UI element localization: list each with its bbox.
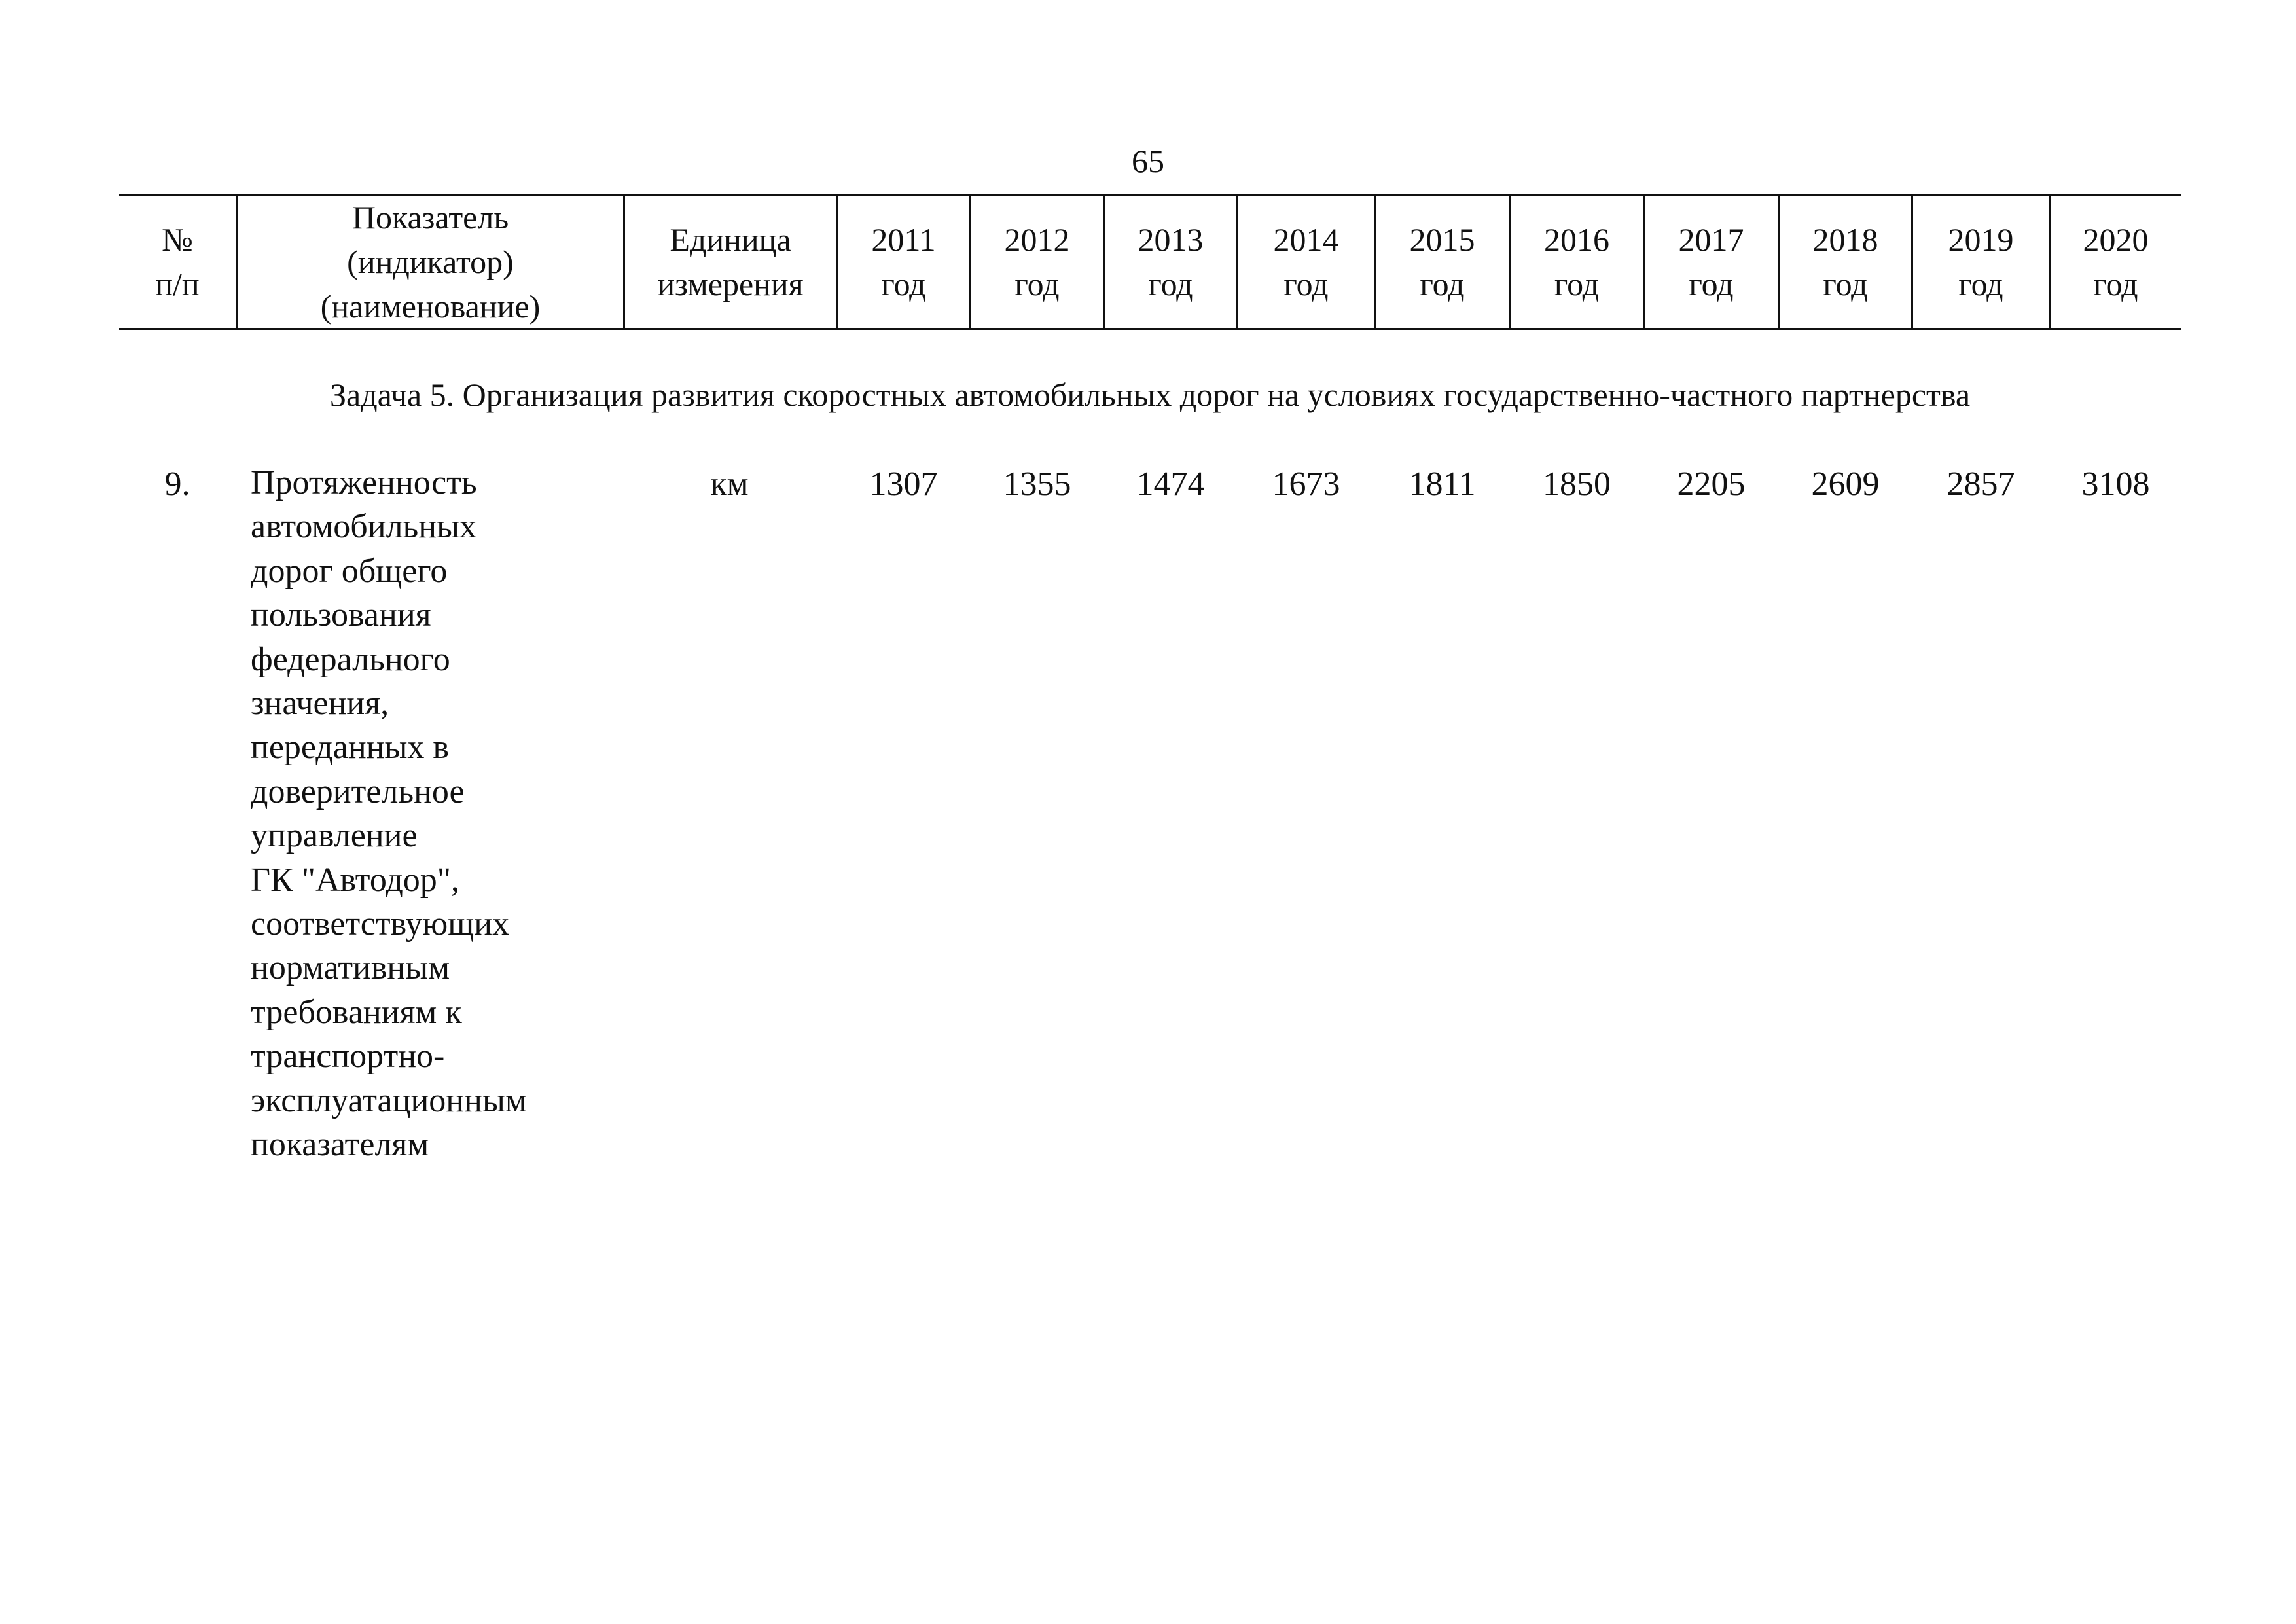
header-year-2013 bbox=[1105, 196, 1236, 328]
value-2015: 1811 bbox=[1408, 465, 1476, 503]
header-indicator-line-3: (наименование) bbox=[320, 288, 541, 325]
indicator-line: ГК "Автодор", bbox=[251, 861, 460, 899]
indicator-line: пользования bbox=[251, 596, 431, 634]
unit-value: км bbox=[710, 465, 749, 503]
value-2016: 1850 bbox=[1543, 465, 1611, 503]
indicator-line: эксплуатационным bbox=[251, 1081, 527, 1119]
header-year-value: 2018 bbox=[1812, 221, 1878, 258]
header-year-suffix: год bbox=[1283, 266, 1329, 302]
header-year-2019 bbox=[1913, 196, 2049, 328]
header-year-suffix: год bbox=[2093, 266, 2138, 302]
header-year-value: 2012 bbox=[1004, 221, 1070, 258]
header-year-suffix: год bbox=[1148, 266, 1193, 302]
header-year-2015 bbox=[1376, 196, 1509, 328]
header-year-value: 2015 bbox=[1409, 221, 1475, 258]
indicator-line: транспортно- bbox=[251, 1038, 445, 1075]
header-number-line-1: № bbox=[162, 221, 193, 258]
header-year-value: 2016 bbox=[1544, 221, 1609, 258]
task-title: Задача 5. Организация развития скоростных автомобильных дорог на условиях государственно-частного партнерства bbox=[329, 376, 1971, 413]
value-2014: 1673 bbox=[1272, 465, 1340, 503]
header-year-2017 bbox=[1645, 196, 1778, 328]
table-header bbox=[119, 194, 2181, 330]
header-number-cell bbox=[119, 196, 236, 328]
header-year-value: 2013 bbox=[1138, 221, 1204, 258]
indicator-line: управление bbox=[251, 817, 418, 855]
value-2017: 2205 bbox=[1677, 465, 1746, 503]
indicator-line: Протяженность bbox=[251, 464, 477, 501]
page-number: 65 bbox=[1132, 143, 1164, 179]
header-year-2014 bbox=[1238, 196, 1374, 328]
indicator-line: федерального bbox=[251, 640, 450, 678]
header-year-2016 bbox=[1511, 196, 1643, 328]
header-year-value: 2017 bbox=[1678, 221, 1744, 258]
header-year-suffix: год bbox=[1689, 266, 1734, 302]
header-unit-line-2: измерения bbox=[657, 266, 804, 302]
indicator-line: автомобильных bbox=[251, 508, 477, 546]
header-year-value: 2020 bbox=[2083, 221, 2149, 258]
header-year-2012 bbox=[971, 196, 1103, 328]
header-indicator-line-2: (индикатор) bbox=[347, 244, 514, 280]
header-unit-cell bbox=[625, 196, 836, 328]
header-year-suffix: год bbox=[881, 266, 926, 302]
indicator-line: показателям bbox=[251, 1126, 429, 1164]
header-year-2018 bbox=[1780, 196, 1911, 328]
value-2011: 1307 bbox=[869, 465, 938, 503]
value-2019: 2857 bbox=[1946, 465, 2015, 503]
header-year-suffix: год bbox=[1823, 266, 1868, 302]
header-year-suffix: год bbox=[1014, 266, 1060, 302]
header-year-value: 2019 bbox=[1948, 221, 2014, 258]
header-number-line-2: п/п bbox=[155, 266, 200, 302]
value-2013: 1474 bbox=[1136, 465, 1205, 503]
row-number: 9. bbox=[164, 465, 190, 503]
indicator-line: доверительное bbox=[251, 772, 465, 810]
indicator-line: дорог общего bbox=[251, 552, 448, 590]
header-unit-line-1: Единица bbox=[670, 221, 791, 258]
header-year-suffix: год bbox=[1420, 266, 1465, 302]
indicator-line: требованиям к bbox=[251, 993, 462, 1031]
header-year-suffix: год bbox=[1554, 266, 1600, 302]
header-year-value: 2014 bbox=[1273, 221, 1339, 258]
indicator-line: значения, bbox=[251, 685, 389, 723]
indicator-name bbox=[251, 461, 527, 1167]
header-year-2020 bbox=[2051, 196, 2181, 328]
header-year-suffix: год bbox=[1958, 266, 2003, 302]
header-year-2011 bbox=[838, 196, 969, 328]
indicator-line: переданных в bbox=[251, 729, 449, 767]
value-2020: 3108 bbox=[2081, 465, 2150, 503]
indicator-line: нормативным bbox=[251, 949, 450, 987]
indicator-line: соответствующих bbox=[251, 905, 510, 943]
header-indicator-line-1: Показатель bbox=[351, 199, 509, 236]
header-year-value: 2011 bbox=[871, 221, 936, 258]
value-2018: 2609 bbox=[1811, 465, 1880, 503]
value-2012: 1355 bbox=[1003, 465, 1071, 503]
header-indicator-cell bbox=[238, 196, 623, 328]
